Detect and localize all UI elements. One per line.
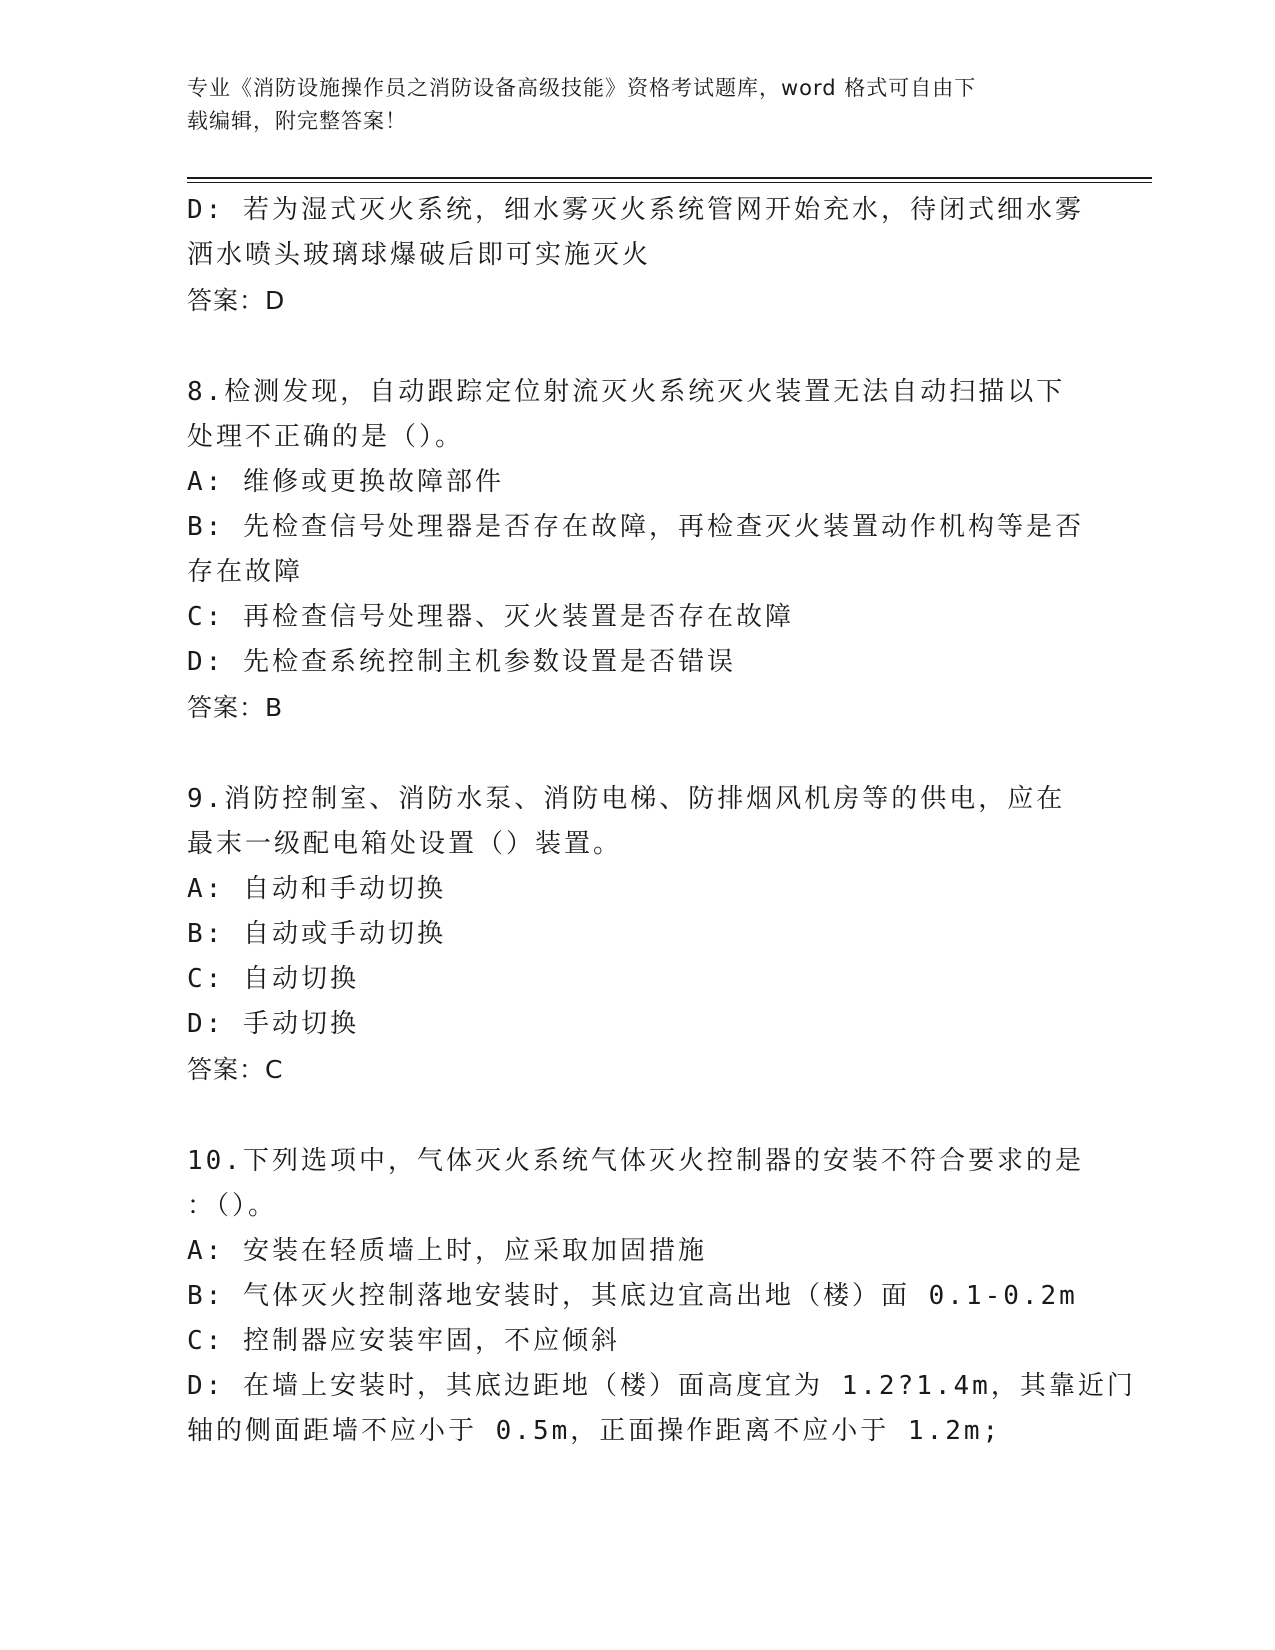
q8-option-b-line-1: B: 先检查信号处理器是否存在故障，再检查灭火装置动作机构等是否: [187, 512, 1084, 542]
q9-option-a: A: 自动和手动切换: [187, 874, 446, 904]
q8-stem-line-1: 8.检测发现，自动跟踪定位射流灭火系统灭火装置无法自动扫描以下: [187, 377, 1066, 407]
q9-answer: 答案：C: [187, 1055, 284, 1084]
question-8: [187, 370, 1087, 730]
question-spacer: [187, 323, 1087, 370]
q7-option-d-line-1: D: 若为湿式灭火系统，细水雾灭火系统管网开始充水，待闭式细水雾: [187, 195, 1084, 225]
header-line-2: 载编辑，附完整答案！: [187, 109, 407, 133]
q8-option-a: A: 维修或更换故障部件: [187, 467, 504, 497]
question-10: [187, 1139, 1136, 1454]
q9-option-b: B: 自动或手动切换: [187, 919, 446, 949]
header-divider-thick: [187, 177, 1152, 179]
question-spacer: [187, 1092, 1087, 1139]
header-line-1: 专业《消防设施操作员之消防设备高级技能》资格考试题库，word 格式可自由下: [187, 76, 977, 100]
q8-stem-line-2: 处理不正确的是（）。: [187, 422, 465, 452]
header-divider-thin: [187, 182, 1152, 183]
q10-option-d-line-2: 轴的侧面距墙不应小于 0.5m，正面操作距离不应小于 1.2m;: [187, 1416, 1002, 1446]
q7-option-d-line-2: 洒水喷头玻璃球爆破后即可实施灭火: [187, 240, 652, 270]
question-content: [187, 188, 1136, 1454]
q10-option-b: B: 气体灭火控制落地安装时，其底边宜高出地（楼）面 0.1-0.2m: [187, 1281, 1078, 1311]
q8-option-d: D: 先检查系统控制主机参数设置是否错误: [187, 647, 736, 677]
q10-option-a: A: 安装在轻质墙上时，应采取加固措施: [187, 1236, 707, 1266]
q10-stem-line-1: 10.下列选项中，气体灭火系统气体灭火控制器的安装不符合要求的是: [187, 1146, 1084, 1176]
q9-stem-line-1: 9.消防控制室、消防水泵、消防电梯、防排烟风机房等的供电，应在: [187, 784, 1066, 814]
q10-option-d-line-1: D: 在墙上安装时，其底边距地（楼）面高度宜为 1.2?1.4m，其靠近门: [187, 1371, 1136, 1401]
q9-option-c: C: 自动切换: [187, 964, 359, 994]
q7-answer: 答案：D: [187, 286, 286, 315]
q10-stem-line-2: ：（）。: [187, 1191, 278, 1221]
document-header: [187, 72, 1067, 138]
q8-option-b-line-2: 存在故障: [187, 557, 304, 587]
question-7: [187, 188, 1087, 323]
q8-answer: 答案：B: [187, 693, 284, 722]
q10-option-c: C: 控制器应安装牢固，不应倾斜: [187, 1326, 620, 1356]
q9-stem-line-2: 最末一级配电箱处设置（）装置。: [187, 829, 623, 859]
question-spacer: [187, 730, 1087, 777]
q8-option-c: C: 再检查信号处理器、灭火装置是否存在故障: [187, 602, 794, 632]
question-9: [187, 777, 1087, 1092]
q9-option-d: D: 手动切换: [187, 1009, 359, 1039]
